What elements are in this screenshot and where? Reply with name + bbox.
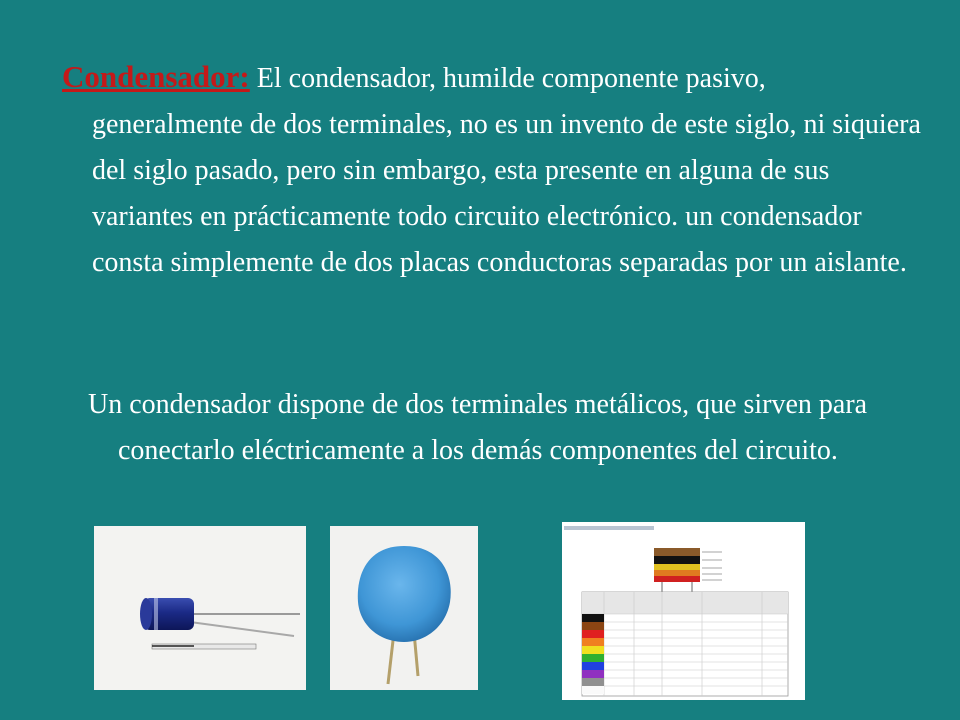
electrolytic-capacitor-image xyxy=(94,526,306,690)
paragraph-terminals: Un condensador dispone de dos terminales metálicos, que sirven para conectarlo eléctricamente a los demás componentes del circuito. xyxy=(88,389,868,466)
electrolytic-capacitor-photo xyxy=(94,526,306,690)
term-heading: Condensador: xyxy=(62,59,250,94)
ceramic-capacitor-photo xyxy=(330,526,478,690)
paragraph-definition xyxy=(62,54,922,286)
definition-text: El condensador, humilde componente pasivo, generalmente de dos terminales, no es un invento de este siglo, ni siquiera del siglo pasado, pero sin embargo, esta presente en alguna de sus variantes en prácticamente todo circuito electrónico. un condensador consta simplemente de dos placas conductoras separadas por un aislante. xyxy=(92,63,921,278)
color-code-chart-image xyxy=(562,522,805,700)
ceramic-capacitor-image xyxy=(330,526,478,690)
capacitor-color-code-chart xyxy=(562,522,805,700)
